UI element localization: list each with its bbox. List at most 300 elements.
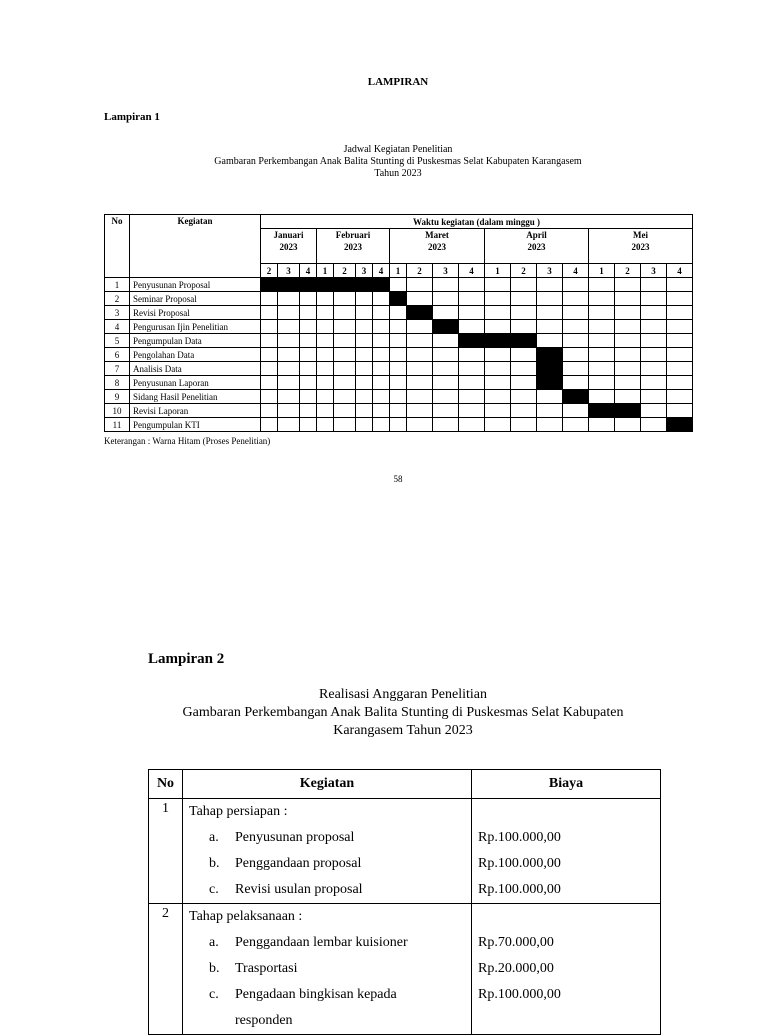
activity-name: Penyusunan Proposal xyxy=(130,278,261,292)
schedule-cell xyxy=(300,292,317,306)
schedule-cell xyxy=(433,404,459,418)
schedule-cell xyxy=(511,390,537,404)
month-header xyxy=(589,229,693,264)
schedule-cell xyxy=(334,320,356,334)
schedule-cell-filled xyxy=(356,278,373,292)
activity-name: Pengumpulan KTI xyxy=(130,418,261,432)
schedule-cell xyxy=(356,334,373,348)
schedule-cell xyxy=(615,390,641,404)
month-name: Januari xyxy=(273,230,304,240)
schedule-cell-filled xyxy=(300,278,317,292)
schedule-cell xyxy=(300,334,317,348)
phase-costs xyxy=(472,799,661,904)
schedule-cell xyxy=(261,404,278,418)
schedule-cell xyxy=(356,376,373,390)
schedule-cell-filled xyxy=(334,278,356,292)
schedule-cell xyxy=(563,348,589,362)
week-number: 3 xyxy=(433,264,459,278)
schedule-cell xyxy=(390,334,407,348)
phase-title: Tahap persiapan : xyxy=(189,804,288,819)
schedule-cell xyxy=(317,390,334,404)
schedule-cell-filled xyxy=(511,334,537,348)
schedule-cell xyxy=(563,404,589,418)
item-cost xyxy=(472,1008,660,1034)
budget-item xyxy=(183,877,471,903)
schedule-cell xyxy=(563,278,589,292)
schedule-cell xyxy=(373,362,390,376)
schedule-cell xyxy=(261,306,278,320)
schedule-cell xyxy=(511,376,537,390)
schedule-cell xyxy=(433,278,459,292)
schedule-cell xyxy=(537,390,563,404)
schedule-cell xyxy=(373,306,390,320)
schedule-cell xyxy=(261,418,278,432)
budget-item xyxy=(183,825,471,851)
activity-name: Revisi Proposal xyxy=(130,306,261,320)
cost-spacer xyxy=(472,799,660,825)
budget-subtitle-2: Karangasem Tahun 2023 xyxy=(333,723,473,738)
schedule-row xyxy=(105,390,693,404)
schedule-cell xyxy=(485,348,511,362)
schedule-cell xyxy=(511,320,537,334)
schedule-cell xyxy=(485,306,511,320)
schedule-cell xyxy=(563,362,589,376)
month-year: 2023 xyxy=(527,242,546,252)
month-year: 2023 xyxy=(279,242,298,252)
schedule-cell xyxy=(667,320,693,334)
schedule-cell-filled xyxy=(563,390,589,404)
schedule-cell xyxy=(615,278,641,292)
schedule-cell-filled xyxy=(390,292,407,306)
schedule-cell xyxy=(641,306,667,320)
schedule-cell xyxy=(334,418,356,432)
item-letter: c. xyxy=(209,987,219,1002)
activity-name: Revisi Laporan xyxy=(130,404,261,418)
schedule-cell xyxy=(615,348,641,362)
budget-item xyxy=(183,930,471,956)
row-number: 1 xyxy=(105,278,130,292)
schedule-row xyxy=(105,348,693,362)
schedule-cell xyxy=(373,334,390,348)
schedule-cell xyxy=(356,306,373,320)
schedule-cell xyxy=(300,376,317,390)
item-cost: Rp.100.000,00 xyxy=(478,856,561,871)
row-number: 3 xyxy=(105,306,130,320)
week-number: 1 xyxy=(390,264,407,278)
schedule-cell xyxy=(511,362,537,376)
schedule-cell xyxy=(334,404,356,418)
schedule-cell xyxy=(589,390,615,404)
item-text: Penyusunan proposal xyxy=(235,830,355,845)
schedule-cell xyxy=(317,376,334,390)
schedule-cell xyxy=(615,376,641,390)
schedule-cell xyxy=(563,292,589,306)
schedule-cell xyxy=(615,306,641,320)
schedule-cell xyxy=(356,348,373,362)
month-header xyxy=(317,229,390,264)
schedule-cell xyxy=(390,320,407,334)
schedule-row xyxy=(105,334,693,348)
schedule-cell xyxy=(511,278,537,292)
schedule-row xyxy=(105,320,693,334)
month-header xyxy=(261,229,317,264)
appendix-1-label: Lampiran 1 xyxy=(104,111,160,123)
schedule-cell xyxy=(407,362,433,376)
schedule-cell xyxy=(459,292,485,306)
week-number: 3 xyxy=(356,264,373,278)
schedule-cell xyxy=(334,390,356,404)
item-text: Penggandaan proposal xyxy=(235,856,362,871)
schedule-cell xyxy=(563,376,589,390)
schedule-cell xyxy=(334,334,356,348)
schedule-cell xyxy=(433,390,459,404)
schedule-cell xyxy=(356,292,373,306)
schedule-cell xyxy=(334,376,356,390)
schedule-cell xyxy=(433,362,459,376)
schedule-cell xyxy=(563,306,589,320)
schedule-cell xyxy=(667,404,693,418)
schedule-cell xyxy=(537,320,563,334)
schedule-cell xyxy=(667,362,693,376)
schedule-cell xyxy=(615,292,641,306)
schedule-cell xyxy=(485,404,511,418)
schedule-cell xyxy=(407,278,433,292)
schedule-cell-filled xyxy=(278,278,300,292)
schedule-cell-filled xyxy=(459,334,485,348)
schedule-cell xyxy=(390,362,407,376)
schedule-cell xyxy=(589,306,615,320)
schedule-cell xyxy=(667,334,693,348)
schedule-cell xyxy=(390,418,407,432)
item-text: Pengadaan bingkisan kepada xyxy=(235,987,397,1002)
schedule-year: Tahun 2023 xyxy=(374,168,422,179)
schedule-cell xyxy=(261,292,278,306)
schedule-cell-filled xyxy=(485,334,511,348)
schedule-cell xyxy=(641,292,667,306)
schedule-row xyxy=(105,278,693,292)
schedule-cell xyxy=(373,348,390,362)
schedule-cell xyxy=(641,348,667,362)
schedule-cell xyxy=(261,376,278,390)
item-letter: a. xyxy=(209,935,219,950)
schedule-cell xyxy=(641,376,667,390)
schedule-cell xyxy=(390,348,407,362)
schedule-cell-filled xyxy=(537,376,563,390)
schedule-cell-filled xyxy=(317,278,334,292)
schedule-cell xyxy=(589,348,615,362)
schedule-cell xyxy=(641,390,667,404)
month-name: Mei xyxy=(633,230,648,240)
schedule-cell xyxy=(373,292,390,306)
schedule-cell xyxy=(641,320,667,334)
schedule-cell xyxy=(589,362,615,376)
row-number: 8 xyxy=(105,376,130,390)
schedule-cell xyxy=(615,418,641,432)
schedule-cell xyxy=(261,320,278,334)
schedule-cell xyxy=(278,404,300,418)
item-text: Revisi usulan proposal xyxy=(235,882,363,897)
month-name: Maret xyxy=(425,230,449,240)
schedule-cell xyxy=(300,320,317,334)
week-number: 3 xyxy=(537,264,563,278)
schedule-cell xyxy=(278,348,300,362)
schedule-cell xyxy=(459,278,485,292)
schedule-row xyxy=(105,306,693,320)
schedule-cell xyxy=(334,292,356,306)
schedule-cell xyxy=(373,376,390,390)
schedule-row xyxy=(105,404,693,418)
schedule-cell xyxy=(667,278,693,292)
item-cost: Rp.100.000,00 xyxy=(478,882,561,897)
schedule-cell xyxy=(407,334,433,348)
schedule-cell xyxy=(485,362,511,376)
schedule-cell-filled xyxy=(537,362,563,376)
schedule-cell xyxy=(563,418,589,432)
schedule-cell xyxy=(407,418,433,432)
schedule-cell xyxy=(278,320,300,334)
schedule-cell xyxy=(459,418,485,432)
schedule-cell xyxy=(459,404,485,418)
schedule-cell xyxy=(667,292,693,306)
schedule-row xyxy=(105,418,693,432)
schedule-cell xyxy=(433,348,459,362)
schedule-cell xyxy=(390,278,407,292)
schedule-cell xyxy=(278,292,300,306)
month-year: 2023 xyxy=(428,242,446,252)
row-number: 2 xyxy=(105,292,130,306)
schedule-cell xyxy=(334,306,356,320)
budget-title: Realisasi Anggaran Penelitian xyxy=(319,687,487,702)
schedule-row xyxy=(105,292,693,306)
row-number: 7 xyxy=(105,362,130,376)
item-letter: a. xyxy=(209,830,219,845)
schedule-cell xyxy=(459,306,485,320)
schedule-cell xyxy=(317,348,334,362)
schedule-cell xyxy=(373,320,390,334)
schedule-cell xyxy=(300,404,317,418)
budget-col-no: No xyxy=(149,770,183,799)
item-text: Trasportasi xyxy=(235,961,298,976)
schedule-cell xyxy=(641,334,667,348)
activity-name: Penyusunan Laporan xyxy=(130,376,261,390)
item-letter: b. xyxy=(209,856,220,871)
schedule-cell xyxy=(589,320,615,334)
week-number: 2 xyxy=(511,264,537,278)
schedule-cell xyxy=(278,390,300,404)
schedule-cell xyxy=(390,404,407,418)
schedule-cell xyxy=(300,362,317,376)
row-number: 10 xyxy=(105,404,130,418)
schedule-cell xyxy=(390,390,407,404)
item-cost: Rp.20.000,00 xyxy=(478,961,554,976)
week-number: 3 xyxy=(278,264,300,278)
schedule-cell xyxy=(459,348,485,362)
schedule-cell xyxy=(356,418,373,432)
schedule-cell xyxy=(317,320,334,334)
schedule-cell xyxy=(278,306,300,320)
activity-name: Sidang Hasil Penelitian xyxy=(130,390,261,404)
schedule-cell xyxy=(317,362,334,376)
item-text: Penggandaan lembar kuisioner xyxy=(235,935,408,950)
row-number: 4 xyxy=(105,320,130,334)
schedule-cell xyxy=(407,292,433,306)
schedule-cell-filled xyxy=(589,404,615,418)
budget-subtitle: Gambaran Perkembangan Anak Balita Stunting di Puskesmas Selat Kabupaten xyxy=(182,705,624,720)
schedule-cell xyxy=(278,418,300,432)
schedule-cell xyxy=(485,376,511,390)
month-header xyxy=(485,229,589,264)
activity-name: Analisis Data xyxy=(130,362,261,376)
month-year: 2023 xyxy=(631,242,650,252)
schedule-cell xyxy=(261,390,278,404)
schedule-cell xyxy=(373,390,390,404)
schedule-cell xyxy=(485,390,511,404)
week-number: 1 xyxy=(485,264,511,278)
schedule-title: Jadwal Kegiatan Penelitian xyxy=(343,144,453,155)
schedule-cell xyxy=(261,334,278,348)
week-number: 4 xyxy=(300,264,317,278)
item-letter: b. xyxy=(209,961,220,976)
item-letter: c. xyxy=(209,882,219,897)
week-number: 4 xyxy=(373,264,390,278)
schedule-cell xyxy=(334,362,356,376)
phase-number: 1 xyxy=(149,799,183,904)
week-number: 1 xyxy=(317,264,334,278)
schedule-cell xyxy=(356,390,373,404)
schedule-cell xyxy=(537,404,563,418)
schedule-cell xyxy=(317,418,334,432)
budget-phase-row xyxy=(149,904,661,1035)
month-name: Februari xyxy=(335,230,371,240)
week-number: 4 xyxy=(667,264,693,278)
schedule-cell xyxy=(511,306,537,320)
cost-spacer xyxy=(472,904,660,930)
item-cost: Rp.100.000,00 xyxy=(478,830,561,845)
schedule-cell xyxy=(485,278,511,292)
schedule-cell xyxy=(300,390,317,404)
schedule-cell xyxy=(511,418,537,432)
month-header xyxy=(390,229,485,264)
week-number: 2 xyxy=(615,264,641,278)
activity-name: Seminar Proposal xyxy=(130,292,261,306)
budget-phase-row xyxy=(149,799,661,904)
schedule-cell xyxy=(615,320,641,334)
schedule-cell xyxy=(373,418,390,432)
schedule-cell xyxy=(615,334,641,348)
schedule-cell xyxy=(511,404,537,418)
schedule-cell xyxy=(485,418,511,432)
col-activity-header: Kegiatan xyxy=(130,215,261,278)
schedule-cell xyxy=(667,390,693,404)
schedule-cell xyxy=(407,320,433,334)
phase-activities xyxy=(183,904,472,1035)
month-year: 2023 xyxy=(344,242,362,252)
week-number: 3 xyxy=(641,264,667,278)
item-cost: Rp.100.000,00 xyxy=(478,987,561,1002)
schedule-cell xyxy=(317,334,334,348)
schedule-cell xyxy=(589,376,615,390)
schedule-cell xyxy=(667,348,693,362)
schedule-cell xyxy=(641,278,667,292)
schedule-cell xyxy=(667,306,693,320)
activity-name: Pengolahan Data xyxy=(130,348,261,362)
schedule-cell-filled xyxy=(433,320,459,334)
schedule-cell xyxy=(537,334,563,348)
phase-activities xyxy=(183,799,472,904)
schedule-cell-filled xyxy=(261,278,278,292)
budget-item xyxy=(183,1008,471,1034)
appendix-2-label: Lampiran 2 xyxy=(148,651,225,667)
week-number: 2 xyxy=(407,264,433,278)
schedule-cell xyxy=(485,320,511,334)
row-number: 9 xyxy=(105,390,130,404)
activity-name: Pengurusan Ijin Penelitian xyxy=(130,320,261,334)
schedule-cell xyxy=(615,362,641,376)
schedule-cell xyxy=(641,362,667,376)
week-number: 4 xyxy=(563,264,589,278)
schedule-cell xyxy=(278,376,300,390)
page-number: 58 xyxy=(393,474,403,484)
budget-item xyxy=(183,956,471,982)
schedule-cell-filled xyxy=(537,348,563,362)
schedule-cell xyxy=(459,320,485,334)
schedule-cell xyxy=(459,390,485,404)
schedule-cell xyxy=(407,348,433,362)
schedule-cell xyxy=(641,404,667,418)
schedule-cell xyxy=(667,376,693,390)
budget-col-activity: Kegiatan xyxy=(183,770,472,799)
schedule-cell xyxy=(356,404,373,418)
col-no-header: No xyxy=(105,215,130,278)
row-number: 5 xyxy=(105,334,130,348)
schedule-cell xyxy=(390,306,407,320)
phase-costs xyxy=(472,904,661,1035)
schedule-cell xyxy=(334,348,356,362)
schedule-cell xyxy=(563,334,589,348)
schedule-row xyxy=(105,376,693,390)
schedule-cell xyxy=(589,334,615,348)
page-heading: LAMPIRAN xyxy=(367,76,429,88)
schedule-cell xyxy=(300,418,317,432)
schedule-cell-filled xyxy=(615,404,641,418)
schedule-cell xyxy=(278,334,300,348)
schedule-row xyxy=(105,362,693,376)
schedule-cell xyxy=(511,292,537,306)
schedule-cell xyxy=(641,418,667,432)
schedule-legend: Keterangan : Warna Hitam (Proses Penelitian) xyxy=(104,436,271,446)
schedule-cell xyxy=(407,376,433,390)
schedule-cell-filled xyxy=(667,418,693,432)
schedule-cell xyxy=(511,348,537,362)
budget-table xyxy=(148,769,661,1035)
schedule-cell xyxy=(433,292,459,306)
schedule-cell xyxy=(407,390,433,404)
schedule-cell xyxy=(356,362,373,376)
schedule-cell xyxy=(537,278,563,292)
schedule-cell xyxy=(485,292,511,306)
schedule-cell xyxy=(356,320,373,334)
item-text: responden xyxy=(235,1013,293,1028)
schedule-cell xyxy=(433,334,459,348)
item-cost: Rp.70.000,00 xyxy=(478,935,554,950)
budget-col-cost: Biaya xyxy=(472,770,661,799)
schedule-cell xyxy=(589,418,615,432)
schedule-cell xyxy=(407,404,433,418)
schedule-cell xyxy=(537,292,563,306)
phase-title: Tahap pelaksanaan : xyxy=(189,909,303,924)
budget-item xyxy=(183,851,471,877)
schedule-cell xyxy=(390,376,407,390)
